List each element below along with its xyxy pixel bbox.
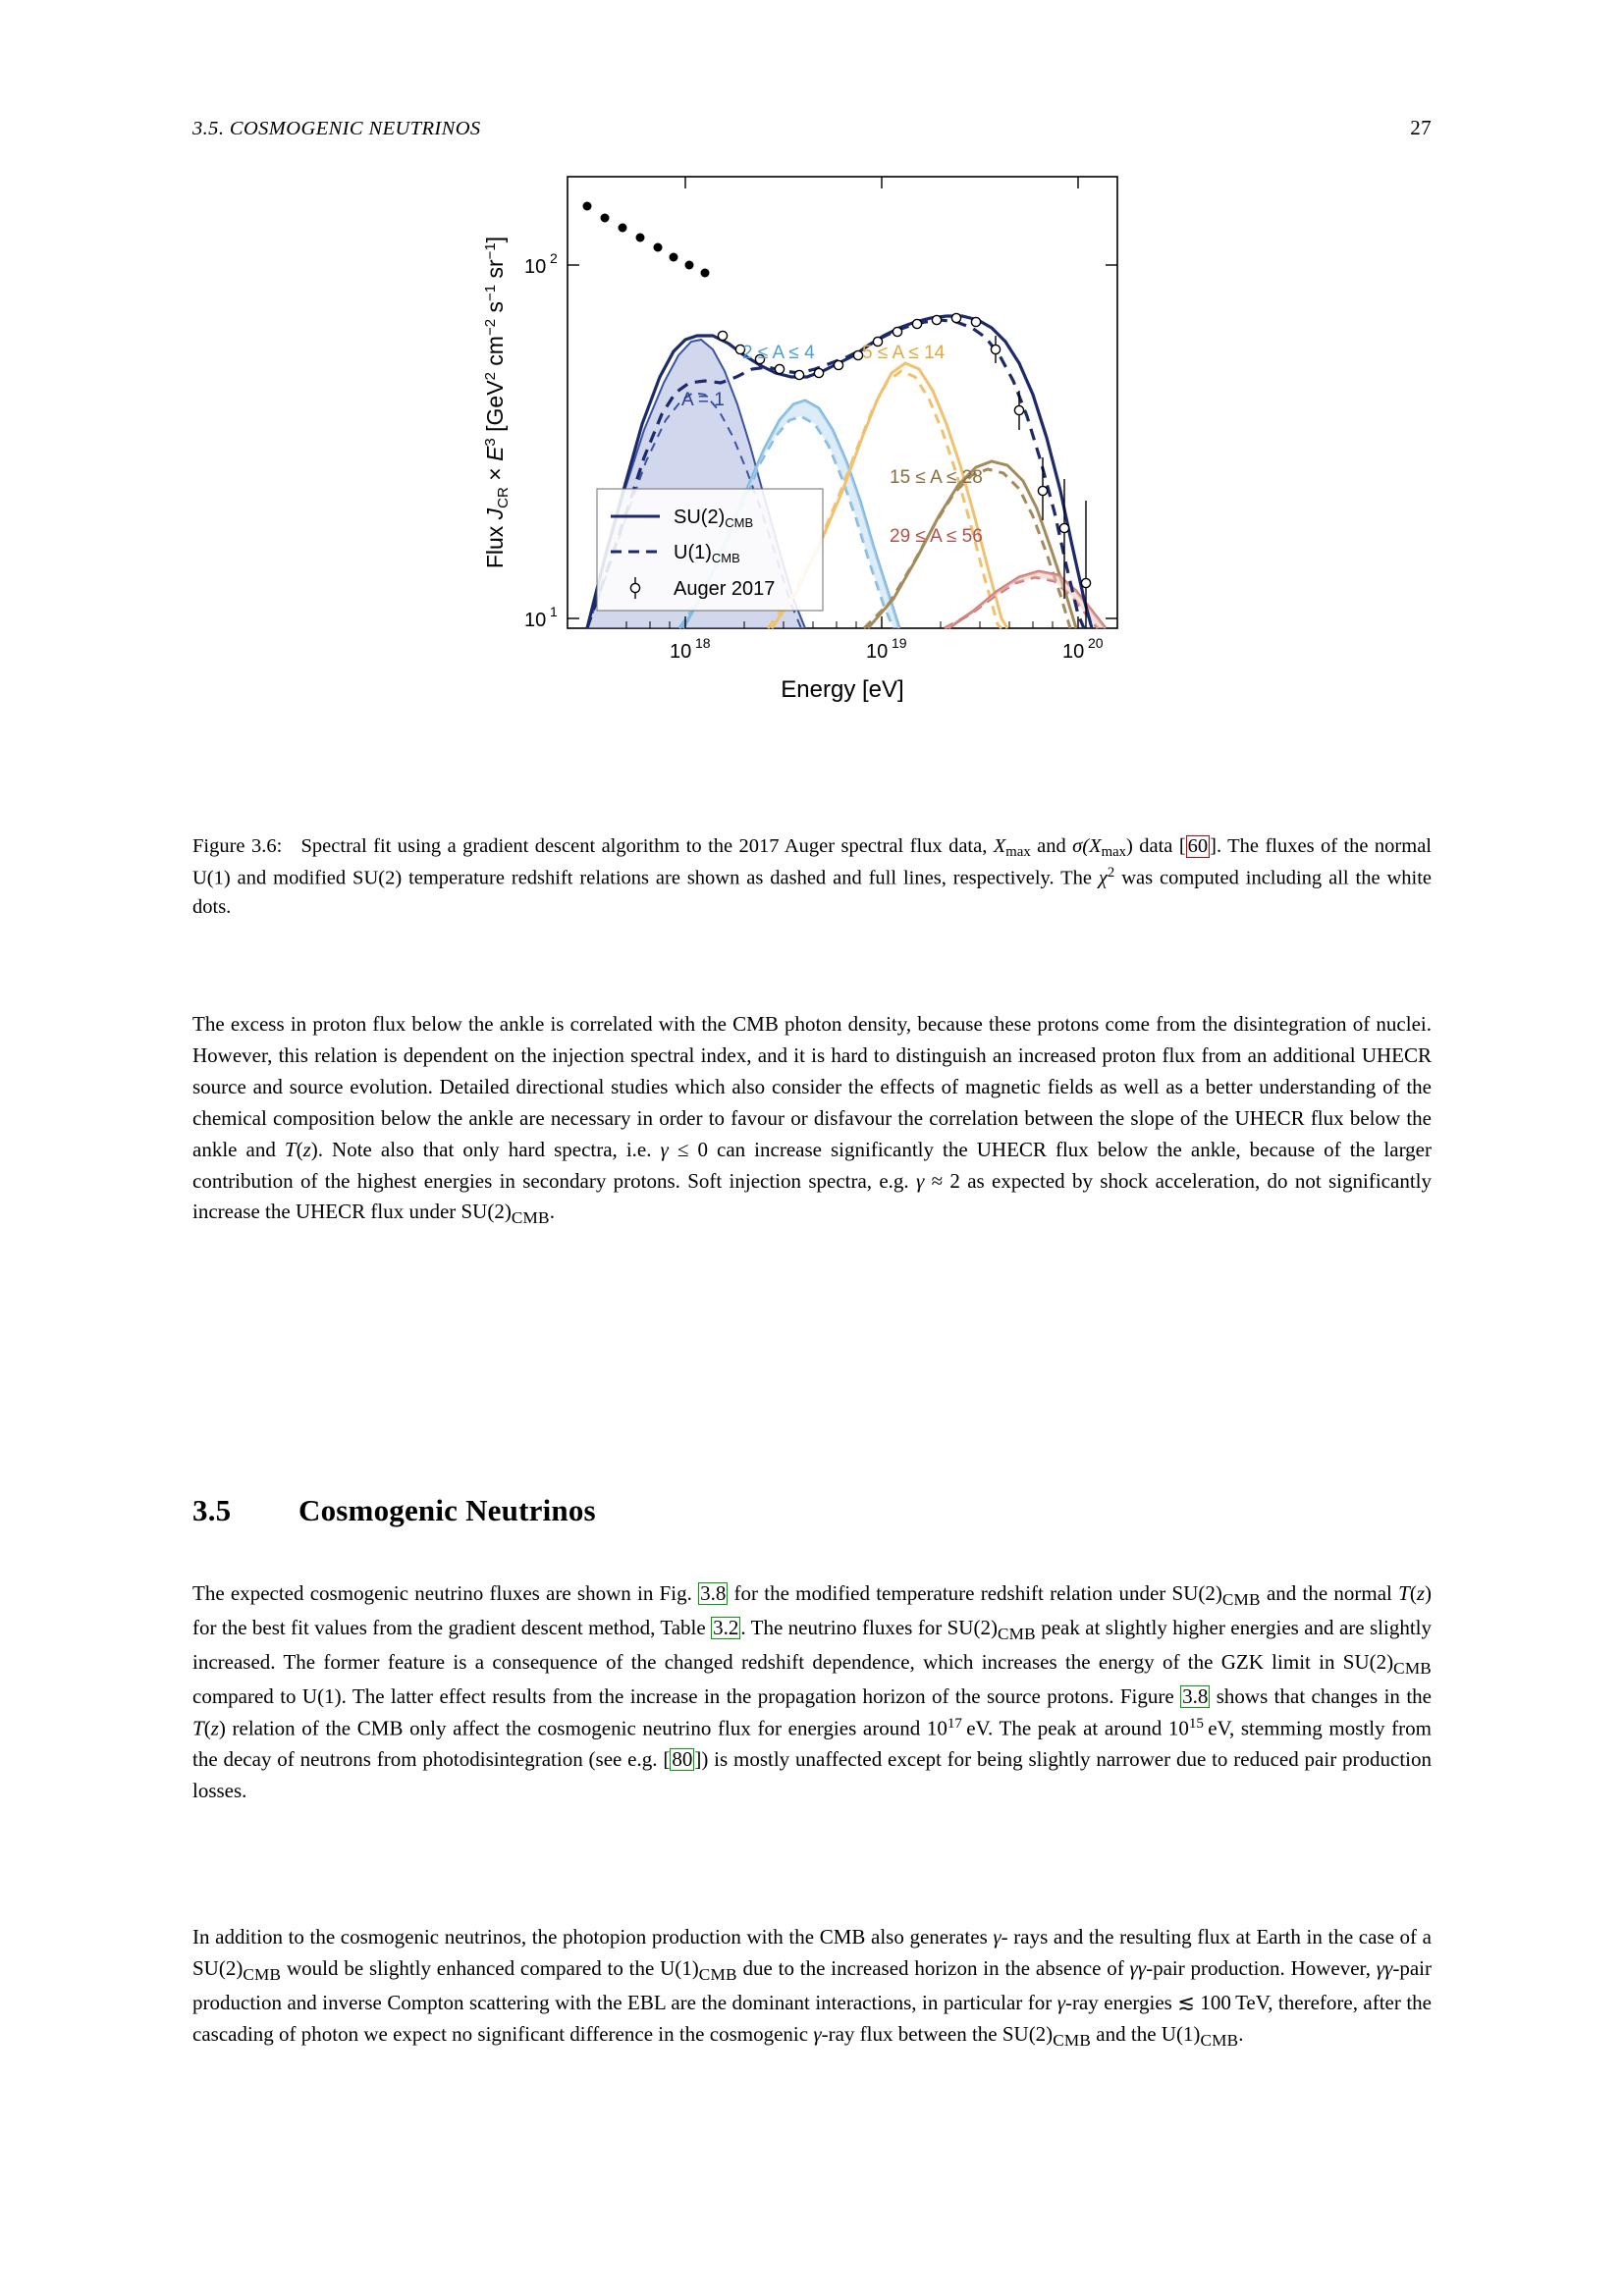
figure-plot-area (477, 167, 1155, 795)
svg-text:U(1)CMB: $U(1)_{CMB}$ (674, 542, 740, 565)
annotation-a2-4: 2 ≤ A ≤ 4 (742, 343, 815, 363)
annotation-a29-56: 29 ≤ A ≤ 56 (890, 526, 983, 547)
x-tick-label: 10 (1062, 641, 1085, 663)
annotation-a15-28: 15 ≤ A ≤ 28 (890, 467, 983, 488)
citation-80[interactable]: 80 (672, 1747, 693, 1772)
y-tick-label: 10 (524, 256, 547, 278)
caption-chi: χ (1098, 867, 1108, 889)
caption-xmax-sub: max (1005, 844, 1031, 861)
paragraph-cosmogenic-neutrino-fluxes: The expected cosmogenic neutrino fluxes are shown in Fig. 3.8 for the modified temperature redshift relation under $SU(2)_{CMB}$ and the normal T(z) for the best fit values from the gradient descent method, Table 3.2. The neutrino fluxes for $SU(2)_{CMB}$ peak at slightly higher energies and are slightly increased. The former feature is a consequence of the changed redshift dependence, which increases the energy of the GZK limit in $SU(2)_{CMB}$ compared to U(1). The latter effect results from the increase in the propagation horizon of the source protons. Figure 3.8 shows that changes in the T(z) relation of the CMB only affect the cosmogenic neutrino flux for energies around $10^{17}$ eV. The peak at around $10^{15}$ eV, stemming mostly from the decay of neutrons from photodisintegration (see e.g. [80]) is mostly unaffected except for being slightly narrower due to reduced pair production losses. (192, 1581, 1433, 1803)
svg-text:18: 18 (695, 635, 711, 651)
figure-caption: Figure 3.6: Spectral fit using a gradient descent algorithm to the 2017 Auger spectral flux data, $X_{max}$ and $\sigma(X_{max})$ data [60]. The fluxes of the normal U(1) and modified SU(2) temperature redshift relations are shown as dashed and full lines, respectively. The $\chi^2$ was computed including all the white dots. (192, 835, 1432, 918)
paragraph-excess-proton-flux: The excess in proton flux below the ankle is correlated with the CMB photon density, because these protons come from the disintegration of nuclei. However, this relation is dependent on the injection spectral index, and it is hard to distinguish an increased proton flux from an additional UHECR source and source evolution. Detailed directional studies which also consider the effects of magnetic fields as well as a better understanding of the chemical composition below the ankle are necessary in order to favour or disfavour the correlation between the slope of the UHECR flux below the ankle and T(z). Note also that only hard spectra, i.e. γ ≤ 0 can increase significantly the UHECR flux below the ankle, because of the larger contribution of the highest energies in secondary protons. Soft injection spectra, e.g. γ ≈ 2 as expected by shock acceleration, do not significantly increase the UHECR flux under $SU(2)_{CMB}$. (192, 1012, 1432, 1228)
caption-text-3: ) data (1126, 835, 1179, 857)
paragraph-gamma-rays: In addition to the cosmogenic neutrinos, the photopion production with the CMB also generates γ- rays and the resulting flux at Earth in the case of a $SU(2)_{CMB}$ would be slightly enhanced compared to the $U(1)_{CMB}$ due to the increased horizon in the absence of γγ-pair production. However, γγ-pair production and inverse Compton scattering with the EBL are the dominant interactions, in particular for γ-ray energies ≲ 100 TeV, therefore, after the cascading of photon we expect no significant difference in the cosmogenic γ-ray flux between the $SU(2)_{CMB}$ and the $U(1)_{CMB}$. (192, 1925, 1432, 2050)
spectrum-plot (477, 167, 1155, 795)
caption-text-2: and (1030, 835, 1073, 857)
annotation-a1: A = 1 (681, 390, 725, 410)
caption-label: Figure 3.6: (192, 835, 283, 857)
section-number: 3.5 (192, 1492, 232, 1527)
svg-text:2: 2 (550, 250, 558, 266)
caption-text-4: . The fluxes of the normal U(1) and modified SU(2) temperature redshift relations are shown as dashed and full lines, respectively. The (192, 835, 1432, 889)
section-title: Cosmogenic Neutrinos (298, 1492, 596, 1527)
running-head (192, 116, 1432, 140)
caption-xmax: X (993, 835, 1006, 857)
ref-fig-3-8-a[interactable]: 3.8 (700, 1581, 727, 1605)
section-heading (192, 1493, 1432, 1528)
caption-text-1: Spectral fit using a gradient descent algorithm to the 2017 Auger spectral flux data, (300, 835, 994, 857)
x-axis-label: Energy [eV] (781, 676, 904, 703)
annotation-a5-14: 5 ≤ A ≤ 14 (862, 343, 946, 363)
caption-sigma-sub: max (1101, 844, 1127, 861)
x-tick-label: 10 (866, 641, 889, 663)
plot-legend (597, 489, 823, 611)
svg-text:19: 19 (892, 635, 907, 651)
svg-text:1: 1 (550, 604, 558, 619)
citation-60[interactable]: 60 (1187, 835, 1209, 857)
page-number: 27 (1410, 116, 1432, 139)
caption-sigma: σ(X (1072, 835, 1102, 857)
svg-text:Auger 2017: Auger 2017 (674, 578, 776, 600)
y-tick-label: 10 (524, 610, 547, 631)
caption-text-5: was computed including all the white dots. (192, 867, 1432, 918)
running-title: 3.5. COSMOGENIC NEUTRINOS (192, 118, 481, 139)
figure-3-6 (192, 157, 1432, 844)
svg-text:SU(2)CMB: $SU(2)_{CMB}$ (674, 507, 754, 530)
x-tick-label: 10 (670, 641, 692, 663)
ref-table-3-2[interactable]: 3.2 (713, 1615, 739, 1639)
caption-chi-sup: 2 (1107, 865, 1115, 881)
y-axis-label (482, 237, 512, 568)
svg-text:Flux JCR × E3 [GeV2 cm−2 s−1 s: Flux $J_{CR} \times E^3$ [GeV$^2$ $cm^{-2}$ $s^{-1}$ $sr^{-1}$] (482, 236, 512, 569)
svg-text:20: 20 (1088, 635, 1104, 651)
ref-fig-3-8-b[interactable]: 3.8 (1182, 1683, 1209, 1708)
